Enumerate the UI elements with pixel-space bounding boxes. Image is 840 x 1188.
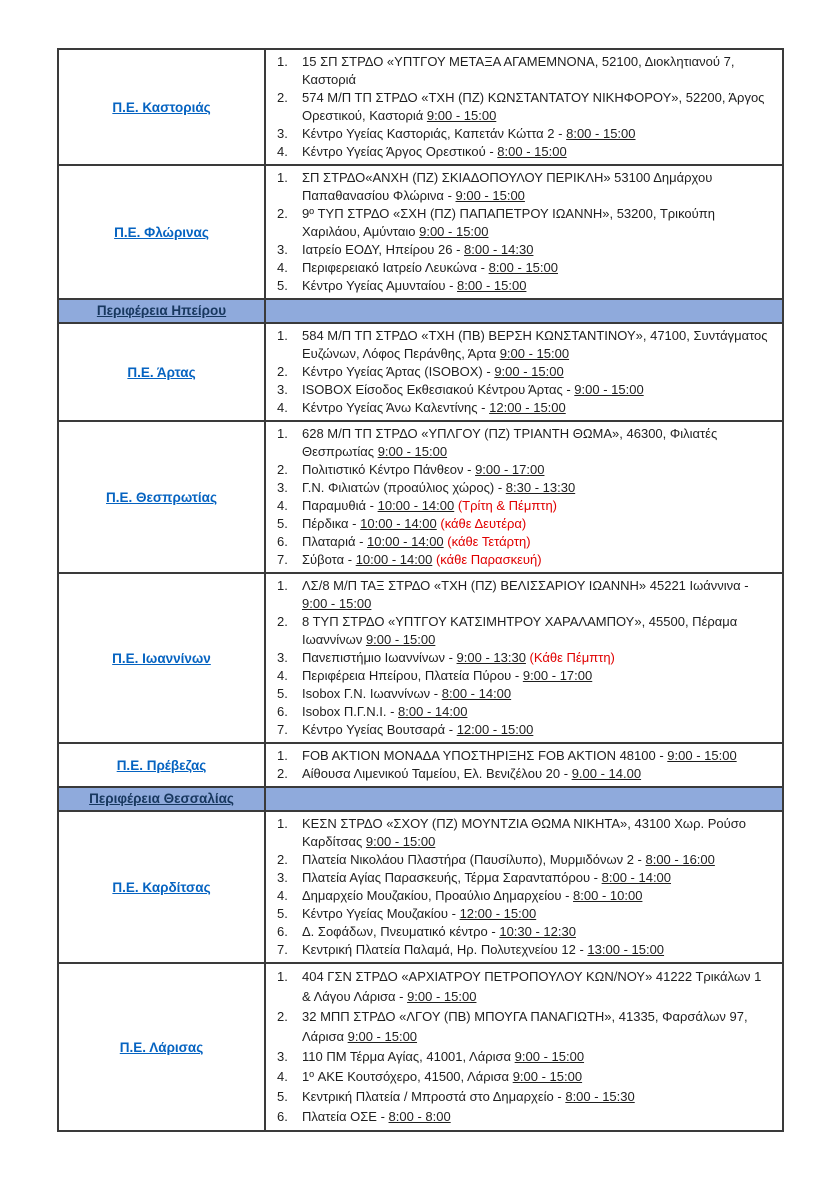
location-text-time: 9:00 - 15:00: [667, 748, 737, 763]
location-item: [266, 941, 772, 959]
locations-list: [266, 425, 772, 569]
region-band-row: [59, 298, 782, 322]
location-text-time: 8:00 - 14:00: [398, 704, 468, 719]
location-text-time: 9:00 - 13:30: [456, 650, 526, 665]
location-item: [266, 53, 772, 89]
location-text-time: 9:00 - 15:00: [419, 224, 489, 239]
location-text-plain: 8 ΤΥΠ ΣΤΡΔΟ «ΥΠΤΓΟΥ ΚΑΤΣΙΜΗΤΡΟΥ ΧΑΡΑΛΑΜΠΟΥ», 45500, Πέραμα Ιωαννίνων: [302, 614, 741, 647]
region-link[interactable]: Π.Ε. Καστοριάς: [112, 99, 211, 115]
location-item: [266, 551, 772, 569]
location-text-plain: Κεντρική Πλατεία / Μπροστά στο Δημαρχείο -: [302, 1089, 566, 1104]
location-text-time: 9:00 - 17:00: [475, 462, 545, 477]
location-text-time: 9:00 - 17:00: [522, 668, 593, 683]
location-item: [266, 967, 772, 1007]
region-band-cell: [59, 300, 266, 322]
location-text-plain: Αίθουσα Λιμενικού Ταμείου, Ελ. Βενιζέλου 20 -: [302, 766, 572, 781]
locations-list: [266, 967, 772, 1127]
location-text-note: (κάθε Δευτέρα): [436, 516, 527, 531]
location-text-time: 8:00 - 15:00: [488, 260, 558, 275]
location-item: [266, 1047, 772, 1067]
location-text-plain: ΣΠ ΣΤΡΔΟ«ΑΝΧΗ (ΠΖ) ΣΚΙΑΔΟΠΟΥΛΟΥ ΠΕΡΙΚΛΗ» 53100 Δημάρχου Παπαθανασίου Φλώρινα -: [302, 170, 716, 203]
table-row: [59, 742, 782, 786]
region-cell: [59, 166, 266, 298]
location-text-time: 9:00 - 15:00: [365, 632, 436, 647]
location-text-plain: Κέντρο Υγείας Μουζακίου -: [302, 906, 460, 921]
region-cell: [59, 50, 266, 164]
location-text-plain: ΛΣ/8 Μ/Π ΤΑΞ ΣΤΡΔΟ «ΤΧΗ (ΠΖ) ΒΕΛΙΣΣΑΡΙΟΥ ΙΩΑΝΝΗ» 45221 Ιωάννινα -: [302, 578, 753, 593]
location-item: [266, 851, 772, 869]
location-text-time: 8:00 - 10:00: [573, 888, 643, 903]
location-item: [266, 381, 772, 399]
locations-cell: [266, 324, 782, 420]
location-text-time: 8:00 - 15:30: [565, 1089, 635, 1104]
location-text-plain: 628 Μ/Π ΤΠ ΣΤΡΔΟ «ΥΠΛΓΟΥ (ΠΖ) ΤΡΙΑΝΤΗ ΘΩΜΑ», 46300, Φιλιατές Θεσπρωτίας: [302, 426, 721, 459]
location-text-plain: Δημαρχείο Μουζακίου, Προαύλιο Δημαρχείου -: [302, 888, 574, 903]
locations-cell: [266, 964, 782, 1130]
location-item: [266, 1067, 772, 1087]
location-item: [266, 703, 772, 721]
location-text-plain: Κέντρο Υγείας Άνω Καλεντίνης -: [302, 400, 490, 415]
location-text-note: (Κάθε Πέμπτη): [525, 650, 615, 665]
region-link[interactable]: Π.Ε. Φλώρινας: [114, 224, 209, 240]
location-text-time: 9:00 - 15:00: [365, 834, 436, 849]
table-row: [59, 572, 782, 742]
location-text-note: (κάθε Τετάρτη): [443, 534, 531, 549]
location-text-plain: Δ. Σοφάδων, Πνευματικό κέντρο -: [302, 924, 500, 939]
location-text-plain: ISOBOX Είσοδος Εκθεσιακού Κέντρου Άρτας -: [302, 382, 575, 397]
location-text-plain: Γ.Ν. Φιλιατών (προαύλιος χώρος) -: [302, 480, 506, 495]
location-text-time: 10:00 - 14:00: [377, 498, 455, 513]
region-band-empty-cell: [266, 788, 782, 810]
location-text-time: 9:00 - 15:00: [512, 1069, 583, 1084]
location-item: [266, 685, 772, 703]
location-text-plain: Ιατρείο ΕΟΔΥ, Ηπείρου 26 -: [302, 242, 465, 257]
locations-cell: [266, 422, 782, 572]
location-item: [266, 721, 772, 739]
location-item: [266, 277, 772, 295]
location-text-note: (Τρίτη & Πέμπτη): [454, 498, 557, 513]
region-band-empty-cell: [266, 300, 782, 322]
table-row: [59, 420, 782, 572]
location-item: [266, 461, 772, 479]
location-text-plain: Κεντρική Πλατεία Παλαμά, Ηρ. Πολυτεχνείου 12 -: [302, 942, 588, 957]
locations-cell: [266, 574, 782, 742]
locations-cell: [266, 166, 782, 298]
location-text-time: 10:00 - 14:00: [355, 552, 433, 567]
location-item: [266, 1007, 772, 1047]
table-row: [59, 50, 782, 164]
location-item: [266, 205, 772, 241]
location-text-time: 8:00 - 16:00: [645, 852, 715, 867]
region-link[interactable]: Π.Ε. Καρδίτσας: [112, 879, 211, 895]
location-item: [266, 887, 772, 905]
location-text-time: 8:00 - 8:00: [388, 1109, 451, 1124]
location-item: [266, 1087, 772, 1107]
location-item: [266, 869, 772, 887]
location-item: [266, 905, 772, 923]
location-text-time: 9:00 - 15:00: [407, 989, 477, 1004]
location-text-plain: Κέντρο Υγείας Βουτσαρά -: [302, 722, 457, 737]
location-item: [266, 425, 772, 461]
locations-list: [266, 169, 772, 295]
location-text-plain: Σύβοτα -: [302, 552, 356, 567]
location-text-plain: 9º ΤΥΠ ΣΤΡΔΟ «ΣΧΗ (ΠΖ) ΠΑΠΑΠΕΤΡΟΥ ΙΩΑΝΝΗ», 53200, Τρικούπη Χαριλάου, Αμύνταιο: [302, 206, 719, 239]
location-item: [266, 327, 772, 363]
location-text-plain: Πλατεία Νικολάου Πλαστήρα (Παυσίλυπο), Μυρμιδόνων 2 -: [302, 852, 646, 867]
locations-cell: [266, 812, 782, 962]
location-text-plain: Παραμυθιά -: [302, 498, 378, 513]
location-item: [266, 259, 772, 277]
location-text-time: 9:00 - 15:00: [455, 188, 525, 203]
location-text-plain: Κέντρο Υγείας Άργος Ορεστικού -: [302, 144, 498, 159]
region-cell: [59, 574, 266, 742]
location-item: [266, 765, 772, 783]
location-item: [266, 613, 772, 649]
location-text-plain: Πλατεία ΟΣΕ -: [302, 1109, 389, 1124]
location-item: [266, 169, 772, 205]
location-item: [266, 649, 772, 667]
location-text-plain: Περιφέρεια Ηπείρου, Πλατεία Πύρου -: [302, 668, 523, 683]
location-text-plain: Πέρδικα -: [302, 516, 361, 531]
locations-list: [266, 815, 772, 959]
location-text-time: 9.00 - 14.00: [571, 766, 642, 781]
location-text-time: 10:00 - 14:00: [367, 534, 444, 549]
location-text-time: 8:00 - 15:00: [566, 126, 636, 141]
location-text-time: 9:00 - 15:00: [302, 596, 372, 611]
location-item: [266, 1107, 772, 1127]
region-link[interactable]: Π.Ε. Ιωαννίνων: [112, 650, 211, 666]
locations-list: [266, 747, 772, 783]
table-row: [59, 164, 782, 298]
location-item: [266, 515, 772, 533]
table-row: [59, 810, 782, 962]
region-cell: [59, 744, 266, 786]
region-band-row: [59, 786, 782, 810]
region-link[interactable]: Π.Ε. Άρτας: [127, 364, 196, 380]
location-text-time: 9:00 - 15:00: [499, 346, 570, 361]
location-text-plain: Isobox Γ.Ν. Ιωαννίνων -: [302, 686, 442, 701]
location-text-plain: 574 Μ/Π ΤΠ ΣΤΡΔΟ «ΤΧΗ (ΠΖ) ΚΩΝΣΤΑΝΤΑΤΟΥ ΝΙΚΗΦΟΡΟΥ», 52200, Άργος Ορεστικού, Καστοριά: [302, 90, 769, 123]
location-text-time: 8:00 - 15:00: [497, 144, 567, 159]
schedule-table: [57, 48, 784, 1132]
location-item: [266, 479, 772, 497]
location-text-plain: 404 ΓΣΝ ΣΤΡΔΟ «ΑΡΧΙΑΤΡΟΥ ΠΕΤΡΟΠΟΥΛΟΥ ΚΩΝ/ΝΟΥ» 41222 Τρικάλων 1 & Λάγου Λάρισα -: [302, 969, 765, 1004]
location-text-time: 8:00 - 15:00: [457, 278, 527, 293]
region-link[interactable]: Π.Ε. Λάρισας: [119, 1039, 204, 1055]
location-item: [266, 363, 772, 381]
location-item: [266, 241, 772, 259]
location-text-plain: Πανεπιστήμιο Ιωαννίνων -: [302, 650, 457, 665]
locations-list: [266, 577, 772, 739]
location-item: [266, 747, 772, 765]
locations-cell: [266, 744, 782, 786]
location-text-time: 10:00 - 14:00: [360, 516, 437, 531]
location-text-time: 10:30 - 12:30: [499, 924, 576, 939]
location-item: [266, 923, 772, 941]
region-cell: [59, 422, 266, 572]
location-text-note: (κάθε Παρασκευή): [432, 552, 542, 567]
region-link[interactable]: Π.Ε. Πρέβεζας: [116, 757, 207, 773]
location-text-plain: FOB AKTION ΜΟΝΑΔΑ ΥΠΟΣΤΗΡΙΞΗΣ FOB AKTION 48100 -: [302, 748, 668, 763]
location-text-plain: 15 ΣΠ ΣΤΡΔΟ «ΥΠΤΓΟΥ ΜΕΤΑΞΑ ΑΓΑΜΕΜΝΟΝΑ, 52100, Διοκλητιανού 7, Καστοριά: [302, 54, 739, 87]
location-text-plain: 1º ΑΚΕ Κουτσόχερο, 41500, Λάρισα: [302, 1069, 513, 1084]
location-item: [266, 143, 772, 161]
location-text-plain: Κέντρο Υγείας Άρτας (ISOBOX) -: [302, 364, 495, 379]
location-text-time: 13:00 - 15:00: [587, 942, 665, 957]
location-text-time: 12:00 - 15:00: [456, 722, 534, 737]
location-text-time: 8:30 - 13:30: [505, 480, 576, 495]
location-text-time: 12:00 - 15:00: [489, 400, 566, 415]
location-item: [266, 667, 772, 685]
location-item: [266, 815, 772, 851]
location-text-plain: Περιφερειακό Ιατρείο Λευκώνα -: [302, 260, 489, 275]
location-text-plain: ΚΕΣΝ ΣΤΡΔΟ «ΣΧΟΥ (ΠΖ) ΜΟΥΝΤΖΙΑ ΘΩΜΑ ΝΙΚΗΤΑ», 43100 Χωρ. Ρούσο Καρδίτσας: [302, 816, 750, 849]
location-text-time: 9:00 - 15:00: [574, 382, 644, 397]
location-text-plain: Πλατεία Αγίας Παρασκευής, Τέρμα Σαρανταπόρου -: [302, 870, 602, 885]
location-item: [266, 577, 772, 613]
location-item: [266, 125, 772, 143]
location-text-time: 9:00 - 15:00: [426, 108, 497, 123]
location-text-plain: 110 ΠΜ Τέρμα Αγίας, 41001, Λάρισα: [302, 1049, 515, 1064]
location-text-plain: 584 Μ/Π ΤΠ ΣΤΡΔΟ «ΤΧΗ (ΠΒ) ΒΕΡΣΗ ΚΩΝΣΤΑΝΤΙΝΟΥ», 47100, Συντάγματος Ευζώνων, Λόφος Περάνθης, Άρτα: [302, 328, 772, 361]
location-text-time: 8:00 - 14:30: [464, 242, 534, 257]
location-text-time: 9:00 - 15:00: [347, 1029, 418, 1044]
location-text-time: 9:00 - 15:00: [514, 1049, 585, 1064]
location-item: [266, 399, 772, 417]
locations-list: [266, 327, 772, 417]
location-text-plain: Κέντρο Υγείας Καστοριάς, Καπετάν Κώττα 2 -: [302, 126, 567, 141]
location-text-plain: Isobox Π.Γ.Ν.Ι. -: [302, 704, 399, 719]
location-text-plain: Κέντρο Υγείας Αμυνταίου -: [302, 278, 458, 293]
region-band-label: Περιφέρεια Θεσσαλίας: [89, 791, 234, 806]
table-row: [59, 322, 782, 420]
location-text-plain: 32 ΜΠΠ ΣΤΡΔΟ «ΛΓΟΥ (ΠΒ) ΜΠΟΥΓΑ ΠΑΝΑΓΙΩΤΗ», 41335, Φαρσάλων 97, Λάρισα: [302, 1009, 751, 1044]
location-item: [266, 89, 772, 125]
location-text-time: 9:00 - 15:00: [494, 364, 564, 379]
location-text-time: 8:00 - 14:00: [601, 870, 672, 885]
location-text-time: 8:00 - 14:00: [441, 686, 512, 701]
location-text-time: 12:00 - 15:00: [459, 906, 537, 921]
region-band-label: Περιφέρεια Ηπείρου: [96, 303, 227, 318]
location-item: [266, 497, 772, 515]
location-text-plain: Πολιτιστικό Κέντρο Πάνθεον -: [302, 462, 476, 477]
location-text-plain: Πλαταριά -: [302, 534, 368, 549]
location-item: [266, 533, 772, 551]
region-cell: [59, 964, 266, 1130]
location-text-time: 9:00 - 15:00: [377, 444, 448, 459]
region-band-cell: [59, 788, 266, 810]
table-row: [59, 962, 782, 1130]
region-cell: [59, 812, 266, 962]
locations-list: [266, 53, 772, 161]
region-cell: [59, 324, 266, 420]
locations-cell: [266, 50, 782, 164]
region-link[interactable]: Π.Ε. Θεσπρωτίας: [106, 489, 217, 505]
